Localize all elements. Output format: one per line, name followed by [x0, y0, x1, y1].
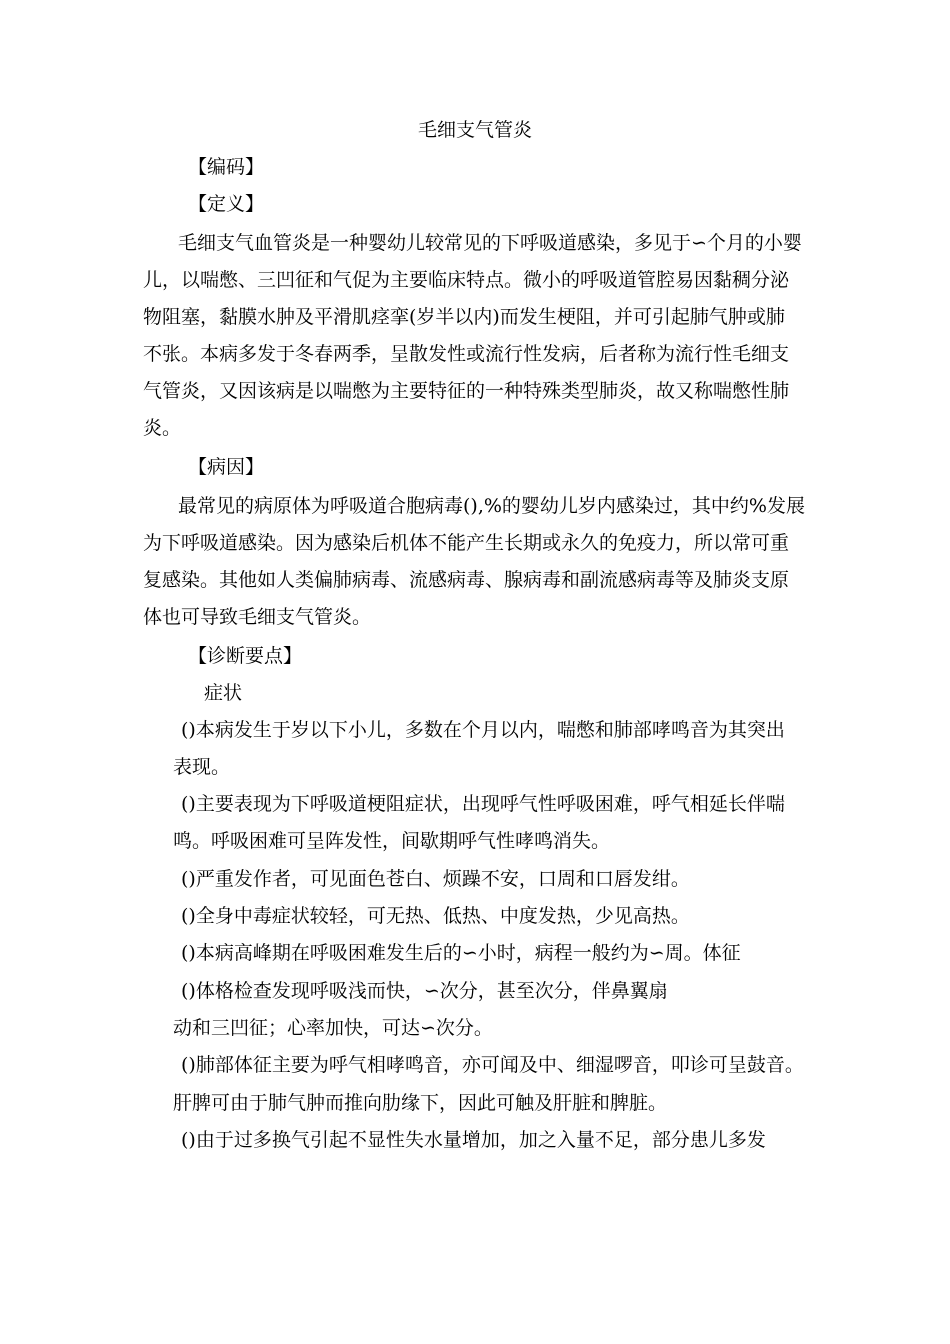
- diagnosis-line: 表现。: [173, 756, 231, 778]
- section-heading-etiology: 【病因】: [188, 456, 265, 478]
- diagnosis-line: ()主要表现为下呼吸道梗阻症状，出现呼气性呼吸困难，呼气相延长伴喘: [181, 793, 785, 815]
- diagnosis-line: ()全身中毒症状较轻，可无热、低热、中度发热，少见高热。: [181, 905, 690, 927]
- diagnosis-line: ()肺部体征主要为呼气相哮鸣音，亦可闻及中、细湿啰音，叩诊可呈鼓音。: [181, 1054, 804, 1076]
- definition-line: 物阻塞，黏膜水肿及平滑肌痉挛(岁半以内)而发生梗阻，并可引起肺气肿或肺: [143, 306, 785, 328]
- definition-line: 炎。: [143, 417, 182, 439]
- diagnosis-line: 动和三凹征；心率加快，可达∽次分。: [173, 1017, 493, 1039]
- subheading-symptoms: 症状: [204, 682, 243, 704]
- diagnosis-line: ()由于过多换气引起不显性失水量增加，加之入量不足，部分患儿多发: [181, 1129, 766, 1151]
- etiology-line: 为下呼吸道感染。因为感染后机体不能产生长期或永久的免疫力，所以常可重: [143, 532, 790, 554]
- diagnosis-line: ()本病发生于岁以下小儿，多数在个月以内，喘憋和肺部哮鸣音为其突出: [181, 719, 785, 741]
- definition-line: 儿，以喘憋、三凹征和气促为主要临床特点。微小的呼吸道管腔易因黏稠分泌: [143, 269, 790, 291]
- diagnosis-line: 肝脾可由于肺气肿而推向肋缘下，因此可触及肝脏和脾脏。: [173, 1092, 668, 1114]
- definition-line: 气管炎，又因该病是以喘憋为主要特征的一种特殊类型肺炎，故又称喘憋性肺: [143, 380, 790, 402]
- document-title: 毛细支气管炎: [417, 119, 532, 141]
- etiology-line: 体也可导致毛细支气管炎。: [143, 606, 372, 628]
- definition-line: 不张。本病多发于冬春两季，呈散发性或流行性发病，后者称为流行性毛细支: [143, 343, 790, 365]
- etiology-line: 复感染。其他如人类偏肺病毒、流感病毒、腺病毒和副流感病毒等及肺炎支原: [143, 569, 790, 591]
- definition-line: 毛细支气血管炎是一种婴幼儿较常见的下呼吸道感染，多见于∽个月的小婴: [178, 232, 802, 254]
- diagnosis-line: ()本病高峰期在呼吸困难发生后的∽小时，病程一般约为∽周。体征: [181, 942, 741, 964]
- section-heading-definition: 【定义】: [188, 193, 265, 215]
- diagnosis-line: ()体格检查发现呼吸浅而快，∽次分，甚至次分，伴鼻翼扇: [181, 980, 668, 1002]
- diagnosis-line: 鸣。呼吸困难可呈阵发性，间歇期呼气性哮鸣消失。: [173, 830, 611, 852]
- section-heading-code: 【编码】: [188, 156, 265, 178]
- section-heading-diagnosis: 【诊断要点】: [188, 645, 303, 667]
- etiology-line: 最常见的病原体为呼吸道合胞病毒(),%的婴幼儿岁内感染过，其中约%发展: [178, 495, 805, 517]
- diagnosis-line: ()严重发作者，可见面色苍白、烦躁不安，口周和口唇发绀。: [181, 868, 690, 890]
